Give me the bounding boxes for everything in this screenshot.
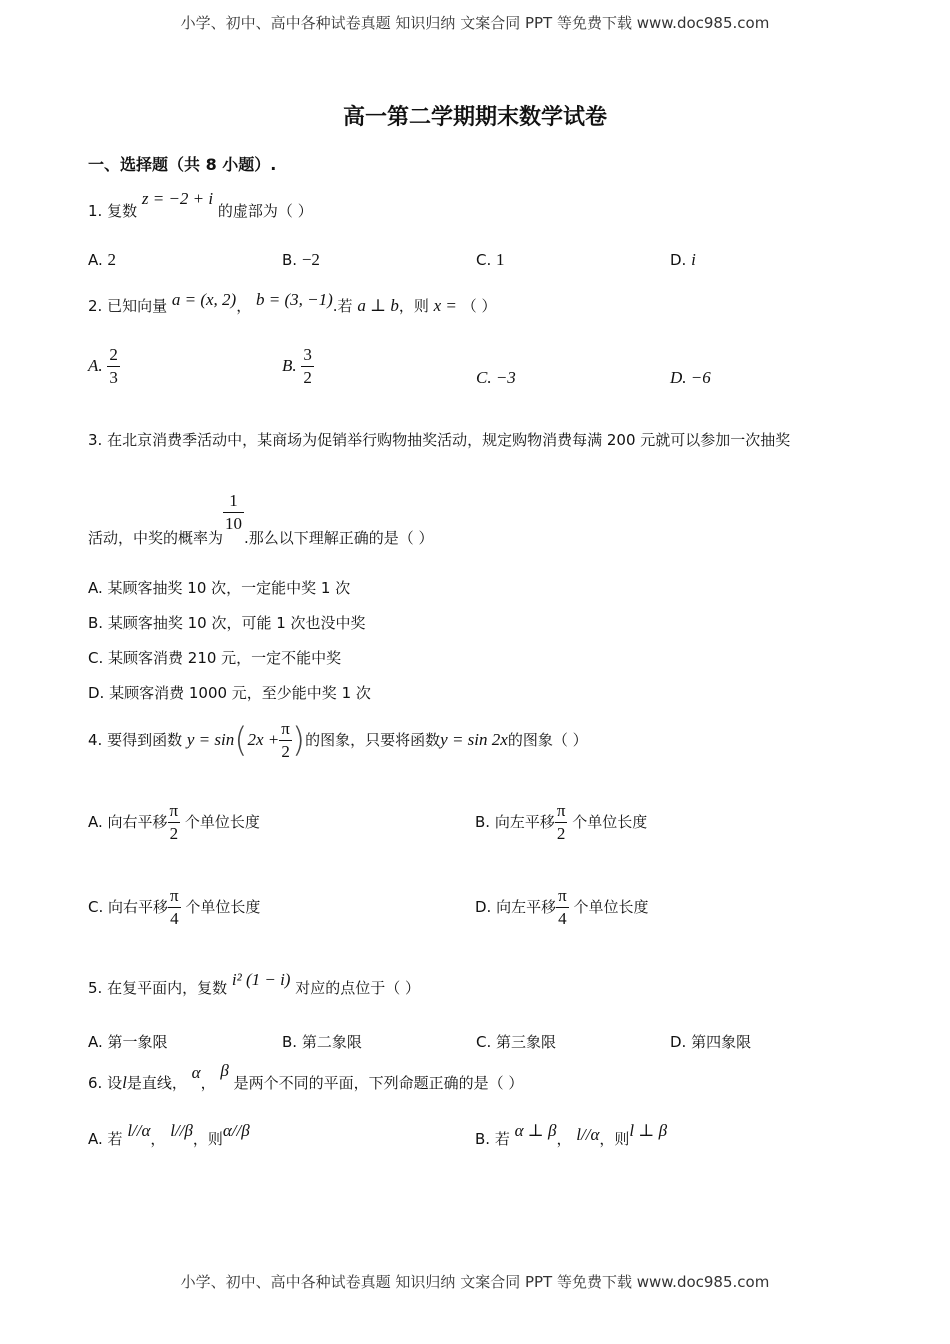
q6-option-a: A. 若 l//α， l//β，则α//β — [88, 1121, 250, 1148]
q5-math: i² (1 − i) — [231, 970, 291, 989]
q1-option-d: D. i — [670, 250, 696, 269]
q2-vector-b: b = (3, −1) — [256, 290, 333, 309]
q5-option-b: B. 第二象限 — [282, 1033, 362, 1051]
q2-x: x = — [433, 296, 457, 315]
q1-math: z = −2 + i — [141, 189, 214, 208]
q2-option-b: B. $\frac{3}{2}$ — [282, 345, 312, 387]
q1-option-b: B. −2 — [282, 250, 320, 269]
q1-prefix: 1. 复数 — [88, 202, 138, 220]
q4-option-d: D. 向左平移 $\frac{\pi}{4}$ 个单位长度 — [475, 886, 649, 928]
q4-option-c: C. 向右平移 $\frac{\pi}{4}$ 个单位长度 — [88, 886, 261, 928]
q6-option-b: B. 若 α ⊥ β， l//α，则l ⊥ β — [475, 1121, 668, 1148]
section-heading: 一、选择题（共 8 小题）. — [88, 155, 277, 174]
question-2: 2. 已知向量 a = (x, 2)， b = (3, −1).若 a ⊥ b，则 x = （ ） — [88, 290, 497, 315]
question-4: 4. 要得到函数 y = sin(2x + $\frac{\pi}{2}$ )的图象，只要将函数y = sin 2x的图象（ ） — [88, 719, 588, 761]
q5-option-c: C. 第三象限 — [476, 1033, 557, 1051]
q2-option-d: D. −6 — [670, 368, 711, 387]
q5-option-d: D. 第四象限 — [670, 1033, 752, 1051]
q5-option-a: A. 第一象限 — [88, 1033, 168, 1051]
q2-option-a: A. $\frac{2}{3}$ — [88, 345, 118, 387]
q4-function: y = sin — [186, 730, 235, 749]
q4-base-function: y = sin 2x — [440, 730, 508, 749]
question-1 — [88, 189, 313, 221]
q1-option-c: C. 1 — [476, 250, 505, 269]
question-5: 5. 在复平面内，复数 i² (1 − i) 对应的点位于（ ） — [88, 970, 421, 997]
question-3-line1: 3. 在北京消费季活动中，某商场为促销举行购物抽奖活动，规定购物消费每满 200 元就可以参加一次抽奖 — [88, 431, 791, 449]
q3-option-a: A. 某顾客抽奖 10 次，一定能中奖 1 次 — [88, 579, 351, 597]
q2-option-c: C. −3 — [476, 368, 516, 387]
q3-option-d: D. 某顾客消费 1000 元，至少能中奖 1 次 — [88, 684, 371, 702]
q4-option-a: A. 向右平移 $\frac{\pi}{2}$ 个单位长度 — [88, 801, 260, 843]
q1-option-a: A. 2 — [88, 250, 117, 269]
q2-perp: a ⊥ b — [357, 296, 399, 315]
q3-option-c: C. 某顾客消费 210 元，一定不能中奖 — [88, 649, 342, 667]
question-3-line2: 活动，中奖的概率为 $\frac{1}{10}$ .那么以下理解正确的是（ ） — [88, 491, 434, 547]
page-header: 小学、初中、高中各种试卷真题 知识归纳 文案合同 PPT 等免费下载 www.doc985.com — [180, 14, 770, 32]
page-footer: 小学、初中、高中各种试卷真题 知识归纳 文案合同 PPT 等免费下载 www.doc985.com — [180, 1273, 770, 1291]
question-6: 6. 设l是直线， α， β 是两个不同的平面，下列命题正确的是（ ） — [88, 1061, 524, 1092]
q1-suffix: 的虚部为（ ） — [217, 202, 313, 220]
q4-option-b: B. 向左平移 $\frac{\pi}{2}$ 个单位长度 — [475, 801, 648, 843]
page-title: 高一第二学期期末数学试卷 — [342, 104, 607, 130]
q3-option-b: B. 某顾客抽奖 10 次，可能 1 次也没中奖 — [88, 614, 366, 632]
q2-vector-a: a = (x, 2) — [171, 290, 237, 309]
